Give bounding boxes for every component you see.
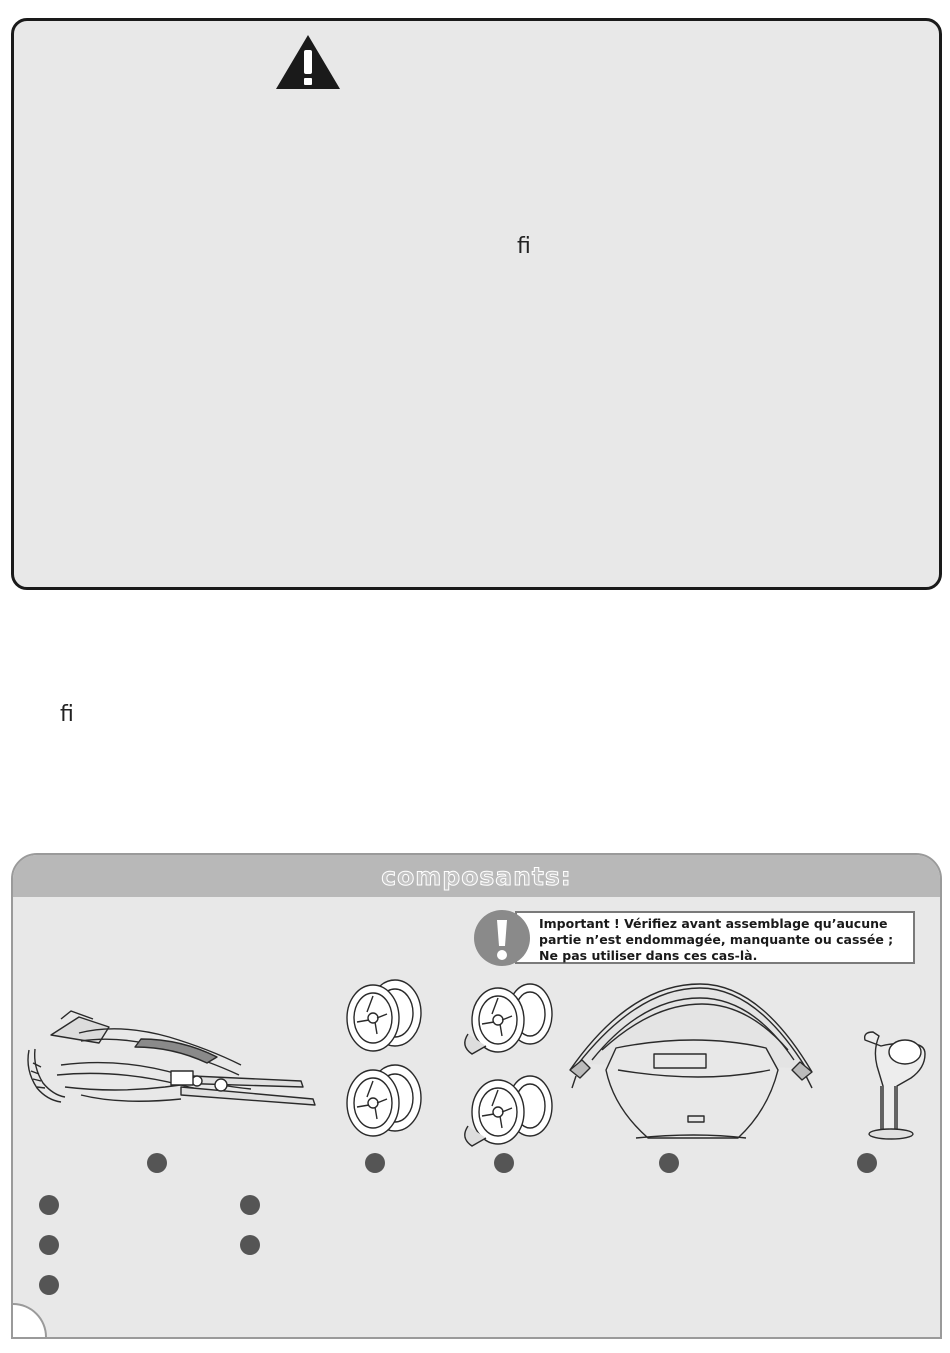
components-panel (11, 853, 942, 1339)
notice-text-box (515, 911, 915, 964)
exclamation-icon (473, 909, 531, 967)
legend-dot (39, 1235, 59, 1255)
warning-box (11, 18, 942, 590)
important-notice (473, 909, 917, 967)
components-title: composants: (381, 861, 572, 891)
part-label-dot (494, 1153, 514, 1173)
cup-holder-illustration (861, 1030, 926, 1140)
warning-triangle-icon (274, 32, 342, 92)
notice-line: Important ! Vérifiez avant assemblage qu’aucune (539, 916, 888, 931)
rear-wheels-illustration (343, 978, 428, 1143)
legend-dot (39, 1195, 59, 1215)
notice-line: Ne pas utiliser dans ces cas-là. (539, 948, 758, 963)
legend-dot (39, 1275, 59, 1295)
canopy-basket-illustration (566, 980, 818, 1140)
legend-dot (240, 1195, 260, 1215)
notice-line: partie n’est endommagée, manquante ou cassée ; (539, 932, 894, 947)
part-label-dot (365, 1153, 385, 1173)
ligature-mark: ﬁ (517, 234, 531, 259)
legend-dot (240, 1235, 260, 1255)
stroller-frame-illustration (21, 1005, 321, 1110)
components-header (13, 855, 940, 897)
part-label-dot (857, 1153, 877, 1173)
ligature-mark: ﬁ (60, 702, 74, 727)
part-label-dot (147, 1153, 167, 1173)
part-label-dot (659, 1153, 679, 1173)
front-wheels-illustration (456, 980, 556, 1150)
panel-corner-cut (13, 1303, 47, 1337)
